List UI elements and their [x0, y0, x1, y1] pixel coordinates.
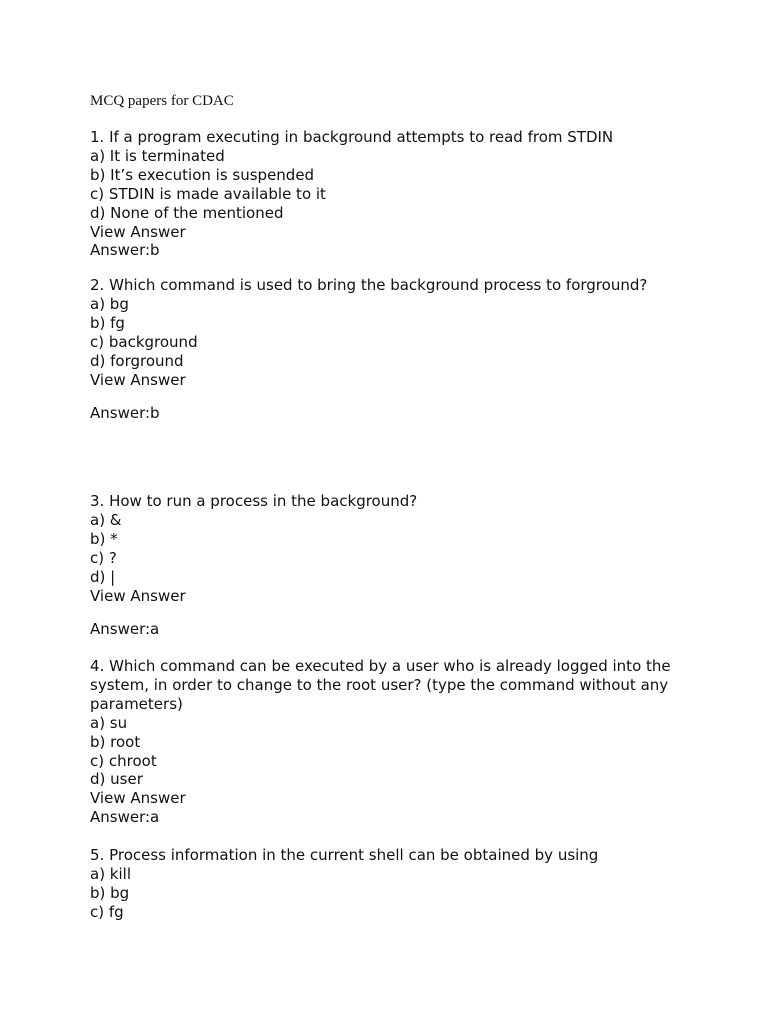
- option-d: d) |: [90, 567, 116, 586]
- view-answer-link[interactable]: View Answer: [90, 222, 186, 241]
- option-c: c) STDIN is made available to it: [90, 184, 326, 203]
- question-4: [90, 657, 690, 827]
- question-text: 2. Which command is used to bring the background process to forground?: [90, 276, 648, 294]
- option-b: b) *: [90, 529, 118, 548]
- option-a: a) kill: [90, 864, 132, 883]
- question-text: 4. Which command can be executed by a user who is already logged into the system, in order to change to the root user? (type the command without any parameters): [90, 657, 676, 713]
- option-a: a) su: [90, 713, 128, 732]
- option-c: c) background: [90, 332, 198, 351]
- view-answer-link[interactable]: View Answer: [90, 586, 186, 605]
- question-5: [90, 846, 690, 922]
- option-a: a) &: [90, 510, 122, 529]
- option-d: d) None of the mentioned: [90, 203, 284, 222]
- spacer: [90, 389, 690, 404]
- document-page: [90, 0, 730, 1024]
- spacer: [90, 605, 690, 620]
- option-a: a) It is terminated: [90, 146, 225, 165]
- document-title: MCQ papers for CDAC: [90, 93, 234, 109]
- option-b: b) It’s execution is suspended: [90, 165, 315, 184]
- option-c: c) chroot: [90, 751, 157, 770]
- option-c: c) ?: [90, 548, 117, 567]
- option-b: b) fg: [90, 313, 125, 332]
- answer-text: Answer:b: [90, 404, 160, 423]
- option-a: a) bg: [90, 294, 129, 313]
- option-c: c) fg: [90, 902, 124, 921]
- question-text: 3. How to run a process in the background?: [90, 492, 418, 510]
- option-d: d) user: [90, 770, 143, 789]
- answer-text: Answer:b: [90, 241, 160, 260]
- question-3: [90, 492, 690, 639]
- question-text: 5. Process information in the current shell can be obtained by using: [90, 846, 599, 864]
- answer-text: Answer:a: [90, 620, 160, 639]
- question-2: [90, 276, 690, 423]
- option-b: b) bg: [90, 883, 130, 902]
- question-text: 1. If a program executing in background attempts to read from STDIN: [90, 128, 614, 146]
- option-d: d) forground: [90, 351, 184, 370]
- view-answer-link[interactable]: View Answer: [90, 370, 186, 389]
- view-answer-link[interactable]: View Answer: [90, 789, 186, 808]
- option-b: b) root: [90, 732, 141, 751]
- question-1: [90, 128, 690, 260]
- answer-text: Answer:a: [90, 808, 160, 827]
